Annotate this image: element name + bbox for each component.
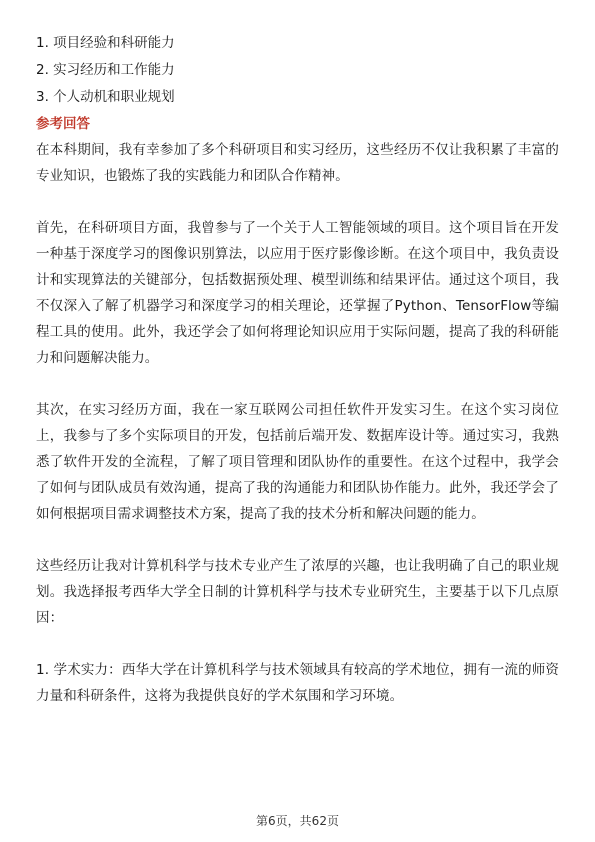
- paragraph: 在本科期间，我有幸参加了多个科研项目和实习经历，这些经历不仅让我积累了丰富的专业知识，也锻炼了我的实践能力和团队合作精神。: [36, 142, 559, 184]
- paragraph: 1. 学术实力：西华大学在计算机科学与技术领域具有较高的学术地位，拥有一流的师资力量和科研条件，这将为我提供良好的学术氛围和学习环境。: [36, 662, 559, 704]
- section-heading: 参考回答: [36, 116, 90, 132]
- paragraph: 其次，在实习经历方面，我在一家互联网公司担任软件开发实习生。在这个实习岗位上，我参与了多个实际项目的开发，包括前后端开发、数据库设计等。通过实习，我熟悉了软件开发的全流程，了解了项目管理和团队协作的重要性。在这个过程中，我学会了如何与团队成员有效沟通，提高了我的沟通能力和团队协作能力。此外，我还学会了如何根据项目需求调整技术方案，提高了我的技术分析和解决问题的能力。: [36, 402, 559, 522]
- list-item: 1. 项目经验和科研能力: [36, 35, 175, 51]
- list-item: 2. 实习经历和工作能力: [36, 62, 175, 78]
- paragraph: 首先，在科研项目方面，我曾参与了一个关于人工智能领域的项目。这个项目旨在开发一种基于深度学习的图像识别算法，以应用于医疗影像诊断。在这个项目中，我负责设计和实现算法的关键部分，包括数据预处理、模型训练和结果评估。通过这个项目，我不仅深入了解了机器学习和深度学习的相关理论，还掌握了Python、TensorFlow等编程工具的使用。此外，我还学会了如何将理论知识应用于实际问题，提高了我的科研能力和问题解决能力。: [36, 220, 559, 366]
- paragraph: 这些经历让我对计算机科学与技术专业产生了浓厚的兴趣，也让我明确了自己的职业规划。我选择报考西华大学全日制的计算机科学与技术专业研究生，主要基于以下几点原因：: [36, 558, 559, 626]
- document-body: [36, 30, 559, 735]
- page-number: 第6页，共62页: [256, 814, 339, 828]
- list-item: 3. 个人动机和职业规划: [36, 89, 175, 105]
